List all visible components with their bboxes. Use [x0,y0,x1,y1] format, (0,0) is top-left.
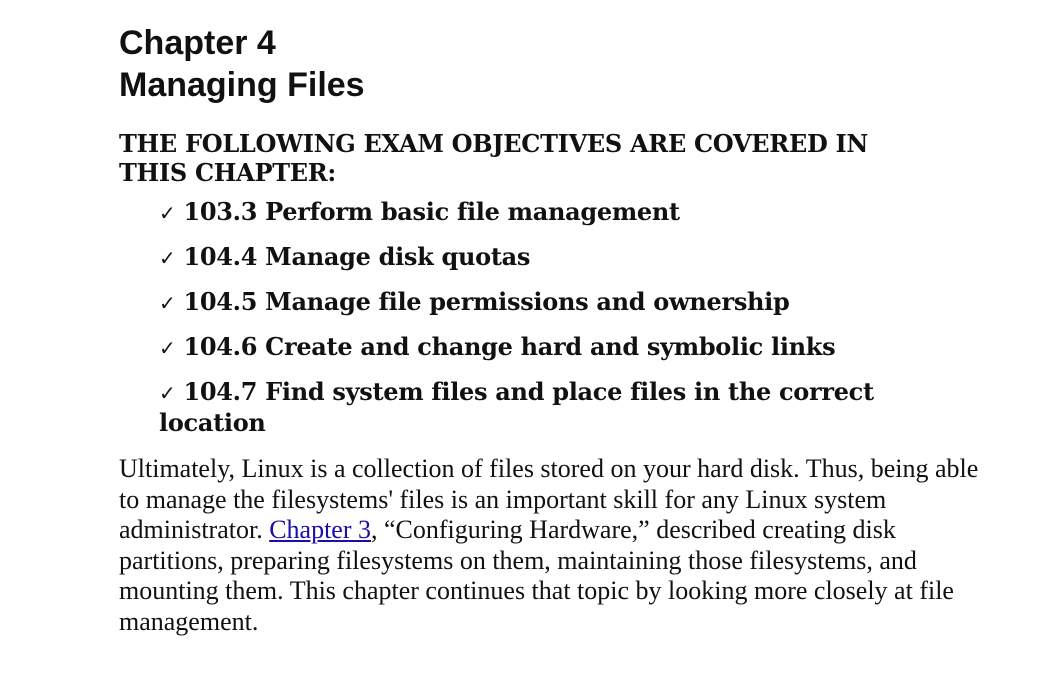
checkmark-icon: ✓ [159,201,176,225]
objective-item [159,332,919,363]
chapter-heading [119,22,979,106]
objective-item [159,197,919,228]
objective-text: 104.7 Find system files and place files in the correct location [159,377,874,437]
chapter-number: Chapter 4 [119,24,276,62]
intro-text-before-link: Ultimately, Linux is a collection of files stored on your hard disk. Thus, being able to manage the filesystems' files is an important skill for any Linux system administrator. [119,454,979,544]
chapter-3-link[interactable]: Chapter 3 [269,515,372,544]
objective-text: 104.5 Manage file permissions and ownership [183,287,790,316]
chapter-title: Managing Files [119,66,365,104]
objectives-heading: THE FOLLOWING EXAM OBJECTIVES ARE COVERED IN THIS CHAPTER: [119,129,869,187]
document-page [119,22,979,637]
intro-paragraph [119,454,979,637]
intro-text-after-link: , “Configuring Hardware,” described creating disk partitions, preparing filesystems on them, maintaining those filesystems, and mounting them. This chapter continues that topic by looking more closely at file management. [119,515,954,636]
objective-item [159,377,919,438]
checkmark-icon: ✓ [159,381,176,405]
objective-text: 104.6 Create and change hard and symbolic links [183,332,836,361]
checkmark-icon: ✓ [159,246,176,270]
objective-item [159,242,919,273]
objective-text: 104.4 Manage disk quotas [183,242,531,271]
objective-text: 103.3 Perform basic file management [183,197,680,226]
objectives-list [119,197,919,438]
checkmark-icon: ✓ [159,336,176,360]
checkmark-icon: ✓ [159,291,176,315]
objective-item [159,287,919,318]
